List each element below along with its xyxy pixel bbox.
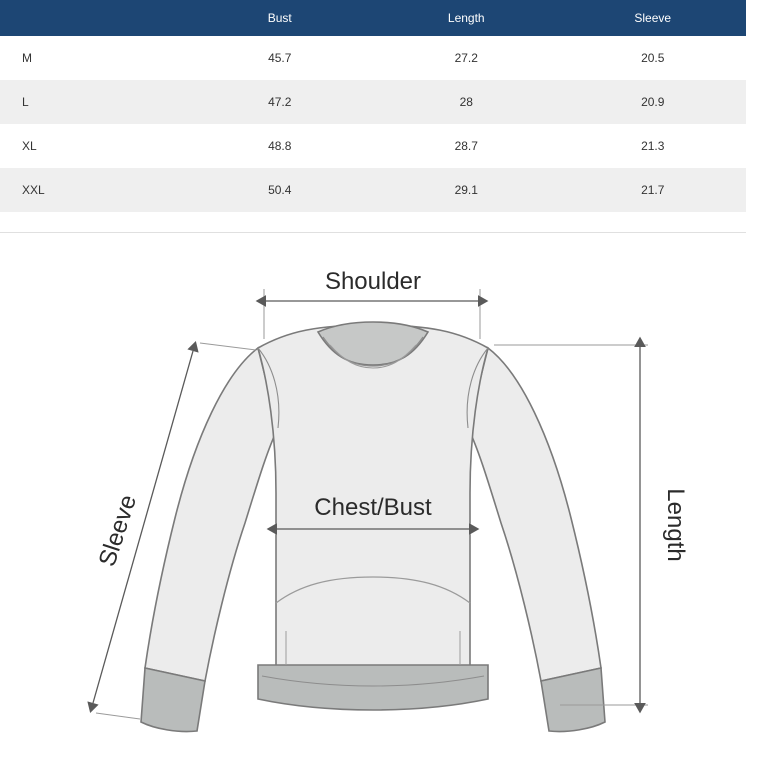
cell-size: L [22,95,29,109]
label-sleeve: Sleeve [93,491,143,570]
table-body [0,36,746,212]
label-chest-bust: Chest/Bust [314,494,432,521]
cell-bust: 48.8 [268,139,292,153]
sweatshirt-illustration [141,322,605,732]
column-header-length: Length [373,0,560,36]
label-length: Length [662,488,689,562]
cell-length: 28 [459,95,473,109]
cell-length: 27.2 [454,51,478,65]
cell-length: 28.7 [454,139,478,153]
table-row [0,124,746,168]
cell-sleeve: 20.9 [641,95,665,109]
cell-bust: 45.7 [268,51,292,65]
table-row [0,168,746,212]
table-row [0,36,746,80]
column-header-size [0,0,187,36]
cell-sleeve: 21.7 [641,183,665,197]
column-header-sleeve: Sleeve [560,0,747,36]
cell-bust: 50.4 [268,183,292,197]
size-chart-table [0,0,746,212]
table-header [0,0,746,36]
table-row [0,80,746,124]
garment-measurement-diagram [0,233,762,753]
cell-size: XXL [22,183,45,197]
cell-size: M [22,51,32,65]
table-header-row [0,0,746,36]
column-header-bust: Bust [187,0,374,36]
cell-sleeve: 21.3 [641,139,665,153]
cell-sleeve: 20.5 [641,51,665,65]
cell-size: XL [22,139,37,153]
cell-bust: 47.2 [268,95,292,109]
cell-length: 29.1 [454,183,478,197]
label-shoulder: Shoulder [324,268,422,295]
